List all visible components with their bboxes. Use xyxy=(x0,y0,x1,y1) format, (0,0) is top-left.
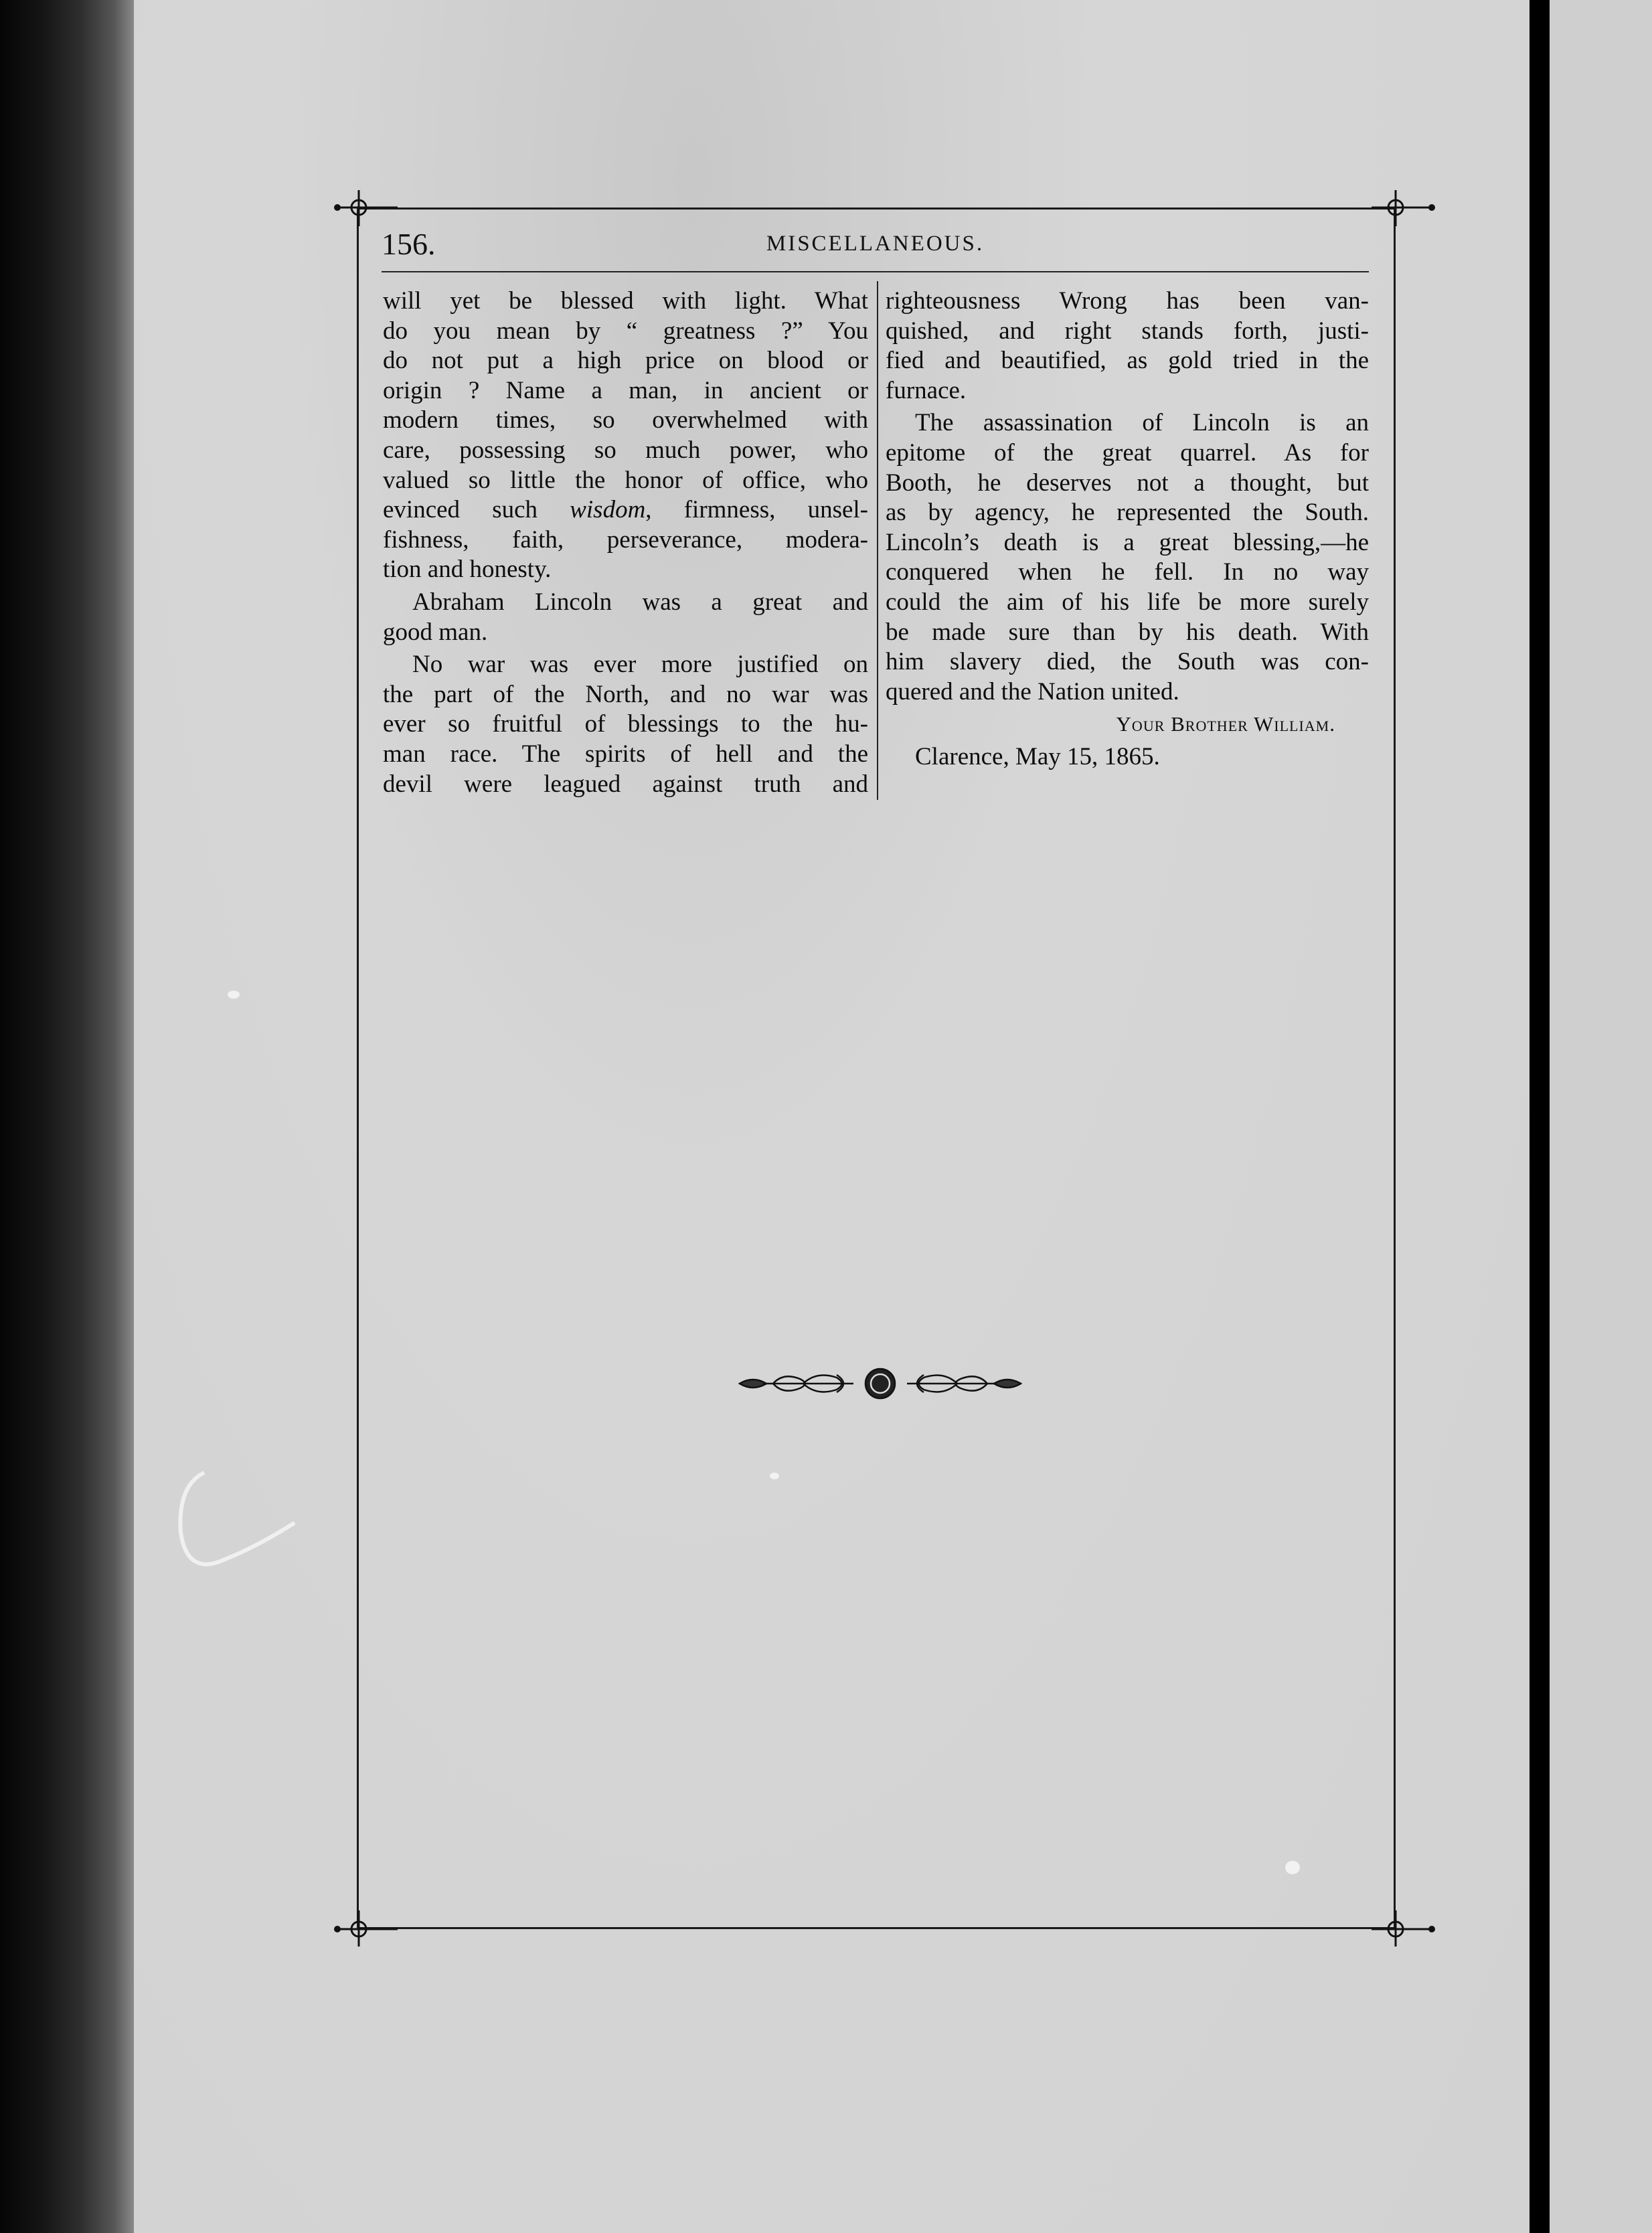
text-line: the part of the North, and no war was xyxy=(383,680,868,708)
text-line: conquered when he fell. In no way xyxy=(886,558,1369,586)
text-line: quered and the Nation united. xyxy=(886,677,1179,706)
signature: Your Brother William. xyxy=(1116,712,1335,736)
book-spine-edge xyxy=(0,0,134,2233)
text-line: devil were leagued against truth and xyxy=(383,770,868,798)
text-line: man race. The spirits of hell and the xyxy=(383,740,868,768)
text-line: do you mean by “ greatness ?” You xyxy=(383,317,868,345)
text-line: fied and beautified, as gold tried in the xyxy=(886,347,1369,375)
text-line: as by agency, he represented the South. xyxy=(886,499,1369,527)
text-line: quished, and right stands forth, justi- xyxy=(886,317,1369,345)
page-header xyxy=(382,226,1369,268)
tailpiece-ornament xyxy=(736,1366,1024,1402)
text-line: be made sure than by his death. With xyxy=(886,618,1369,646)
facing-page-edge xyxy=(1550,0,1652,2233)
text-line: origin ? Name a man, in ancient or xyxy=(383,376,868,404)
text-line: The assassination of Lincoln is an xyxy=(915,409,1369,437)
page-number: 156. xyxy=(382,227,436,261)
text-line: care, possessing so much power, who xyxy=(383,436,868,464)
dateline: Clarence, May 15, 1865. xyxy=(915,742,1160,770)
text-line: ever so fruitful of blessings to the hu- xyxy=(383,710,868,738)
margin-scratch-mark xyxy=(164,1459,311,1593)
text-line: do not put a high price on blood or xyxy=(383,347,868,375)
running-head: MISCELLANEOUS. xyxy=(766,232,985,256)
text-line: could the aim of his life be more surely xyxy=(886,588,1369,616)
text-line: will yet be blessed with light. What xyxy=(383,287,868,315)
text-line: good man. xyxy=(383,618,488,646)
column-divider xyxy=(877,281,878,800)
text-line: him slavery died, the South was con- xyxy=(886,648,1369,676)
text-line: modern times, so overwhelmed with xyxy=(383,406,868,434)
left-text-column xyxy=(383,286,868,799)
text-line: evinced such wisdom, firmness, unsel- xyxy=(383,496,868,524)
text-line: furnace. xyxy=(886,376,967,404)
text-line: righteousness Wrong has been van- xyxy=(886,287,1369,315)
corner-ornament-top-right xyxy=(1369,187,1436,228)
corner-ornament-bottom-left xyxy=(333,1909,400,1949)
corner-ornament-bottom-right xyxy=(1369,1909,1436,1949)
header-rule xyxy=(382,271,1369,272)
text-line: Abraham Lincoln was a great and xyxy=(412,588,868,616)
text-line: Booth, he deserves not a thought, but xyxy=(886,469,1369,497)
text-line: Lincoln’s death is a great blessing,—he xyxy=(886,528,1369,556)
page-gutter xyxy=(1530,0,1550,2233)
text-line: valued so little the honor of office, who xyxy=(383,466,868,494)
text-line: epitome of the great quarrel. As for xyxy=(886,438,1369,467)
text-line: tion and honesty. xyxy=(383,556,552,584)
text-line: fishness, faith, perseverance, modera- xyxy=(383,525,868,554)
right-text-column xyxy=(886,286,1369,772)
corner-ornament-top-left xyxy=(333,187,400,228)
text-line: No war was ever more justified on xyxy=(412,651,868,679)
